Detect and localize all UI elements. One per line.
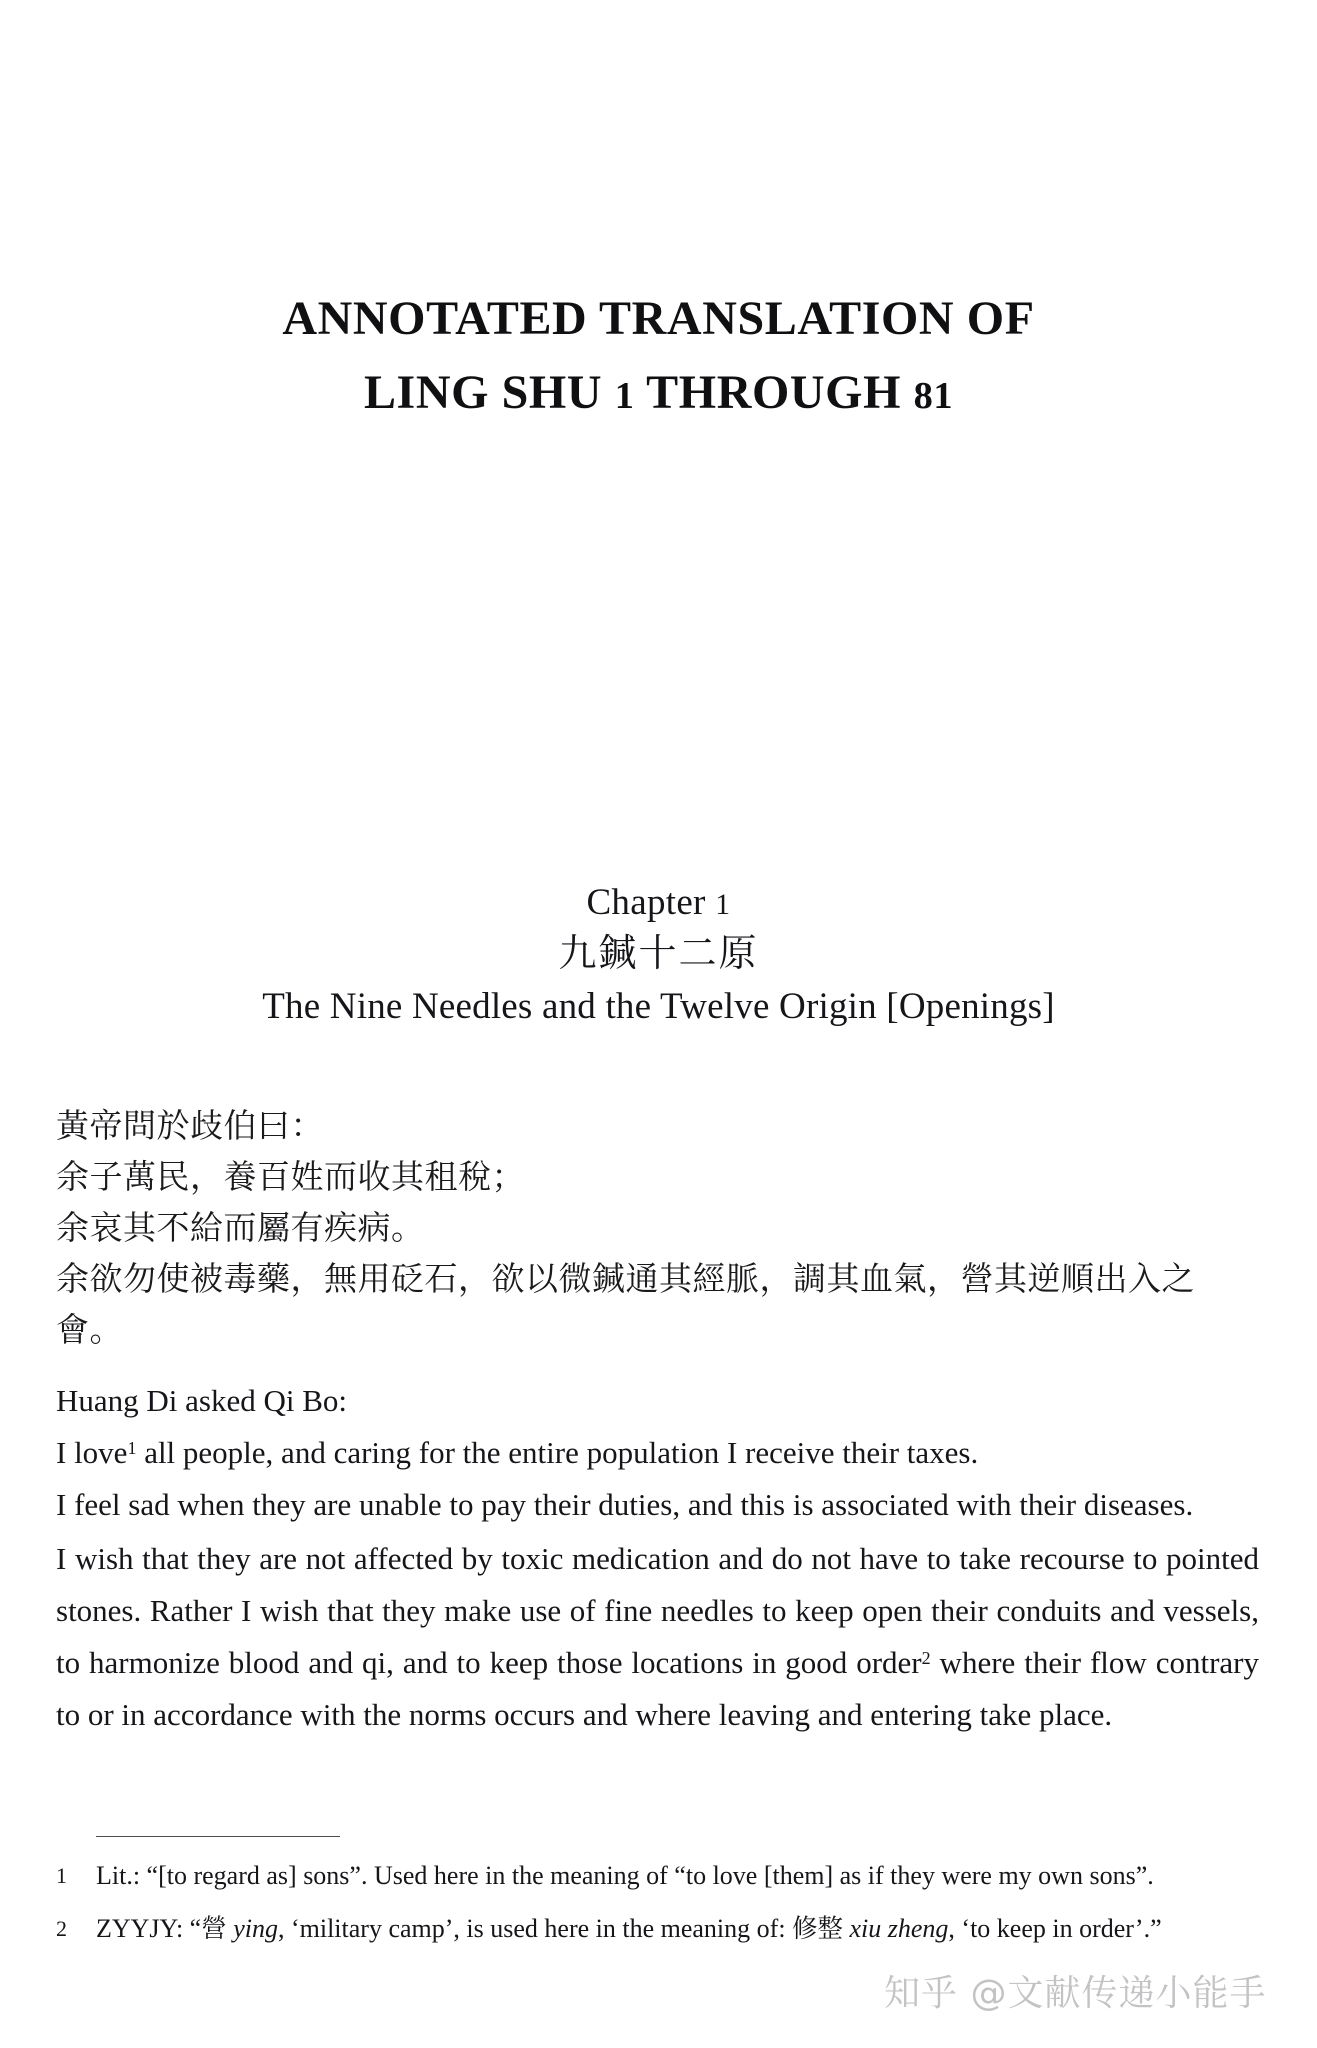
chinese-line-1: 黃帝問於歧伯曰：	[56, 1106, 324, 1145]
book-title-line-2	[0, 362, 1317, 424]
english-line-1-pre: I love	[56, 1435, 128, 1470]
chapter-label-word: Chapter	[586, 882, 716, 923]
body-column	[56, 1100, 1259, 1772]
chapter-title-english: The Nine Needles and the Twelve Origin [Openings]	[262, 985, 1055, 1027]
footnote-reference-1[interactable]: 1	[127, 1438, 137, 1459]
footnote-text: Lit.: “[to regard as] sons”. Used here in the meaning of “to love [them] as if they were my own sons”.	[96, 1861, 1154, 1890]
footnote-suffix-text: , ‘to keep in order’.”	[948, 1914, 1162, 1943]
footnote-text	[96, 1908, 1259, 1950]
footnote-pinyin-1: ying	[226, 1914, 278, 1943]
footnote-number: 1	[56, 1863, 68, 1888]
chapter-heading	[0, 880, 1317, 1030]
footnote-middle-text: , ‘military camp’, is used here in the meaning of:	[277, 1914, 793, 1943]
english-speaker-line: Huang Di asked Qi Bo:	[56, 1383, 348, 1418]
chinese-line-2: 余子萬民，養百姓而收其租稅；	[56, 1157, 525, 1196]
footnote-item	[56, 1855, 1259, 1896]
footnotes-section	[56, 1836, 1259, 1962]
english-line-2: I feel sad when they are unable to pay their duties, and this is associated with their diseases.	[56, 1487, 1194, 1522]
chinese-line-4: 余欲勿使被毒藥，無用砭石，欲以微鍼通其經脈，調其血氣，營其逆順出入之會。	[56, 1259, 1195, 1349]
footnote-item	[56, 1908, 1259, 1950]
chapter-title-chinese: 九鍼十二原	[558, 931, 759, 976]
book-title-ling-shu: LING SHU	[363, 366, 615, 420]
footnote-source-prefix: ZYYJY: “	[96, 1914, 202, 1943]
english-paragraph	[56, 1533, 1259, 1741]
english-paragraph-post: where their flow contrary to or in accordance with the norms occurs and where leaving and entering take place.	[56, 1645, 1259, 1732]
footnote-number: 2	[56, 1916, 68, 1941]
book-title-start-number: 1	[614, 375, 635, 418]
chinese-source-passage	[56, 1100, 1259, 1355]
chinese-line-3: 余哀其不給而屬有疾病。	[56, 1208, 425, 1247]
footnote-pinyin-2: xiu zheng	[843, 1914, 949, 1943]
english-translation-passage	[56, 1375, 1259, 1741]
english-line-1-post: all people, and caring for the entire population I receive their taxes.	[136, 1435, 979, 1470]
footnote-chinese-term-2: 修整	[792, 1914, 843, 1944]
footnote-separator-rule	[96, 1836, 340, 1837]
chapter-number: 1	[715, 889, 731, 921]
footnote-chinese-term-1: 營	[201, 1914, 227, 1944]
english-paragraph-pre: I wish that they are not affected by toxic medication and do not have to take recourse to pointed stones. Rather I wish that they make use of fine needles to keep open their conduits and vessels, to harmonize blood and qi, and to keep those locations in good order	[56, 1541, 1259, 1680]
chapter-label	[0, 880, 1317, 925]
book-title-through: THROUGH	[634, 366, 914, 420]
site-watermark: 知乎 @文献传递小能手	[884, 1973, 1267, 2014]
page-title	[0, 288, 1317, 425]
footnote-reference-2[interactable]: 2	[921, 1648, 931, 1669]
english-line-1	[56, 1427, 1259, 1479]
book-title-end-number: 81	[913, 375, 954, 418]
book-title-line-1: ANNOTATED TRANSLATION OF	[282, 292, 1035, 345]
